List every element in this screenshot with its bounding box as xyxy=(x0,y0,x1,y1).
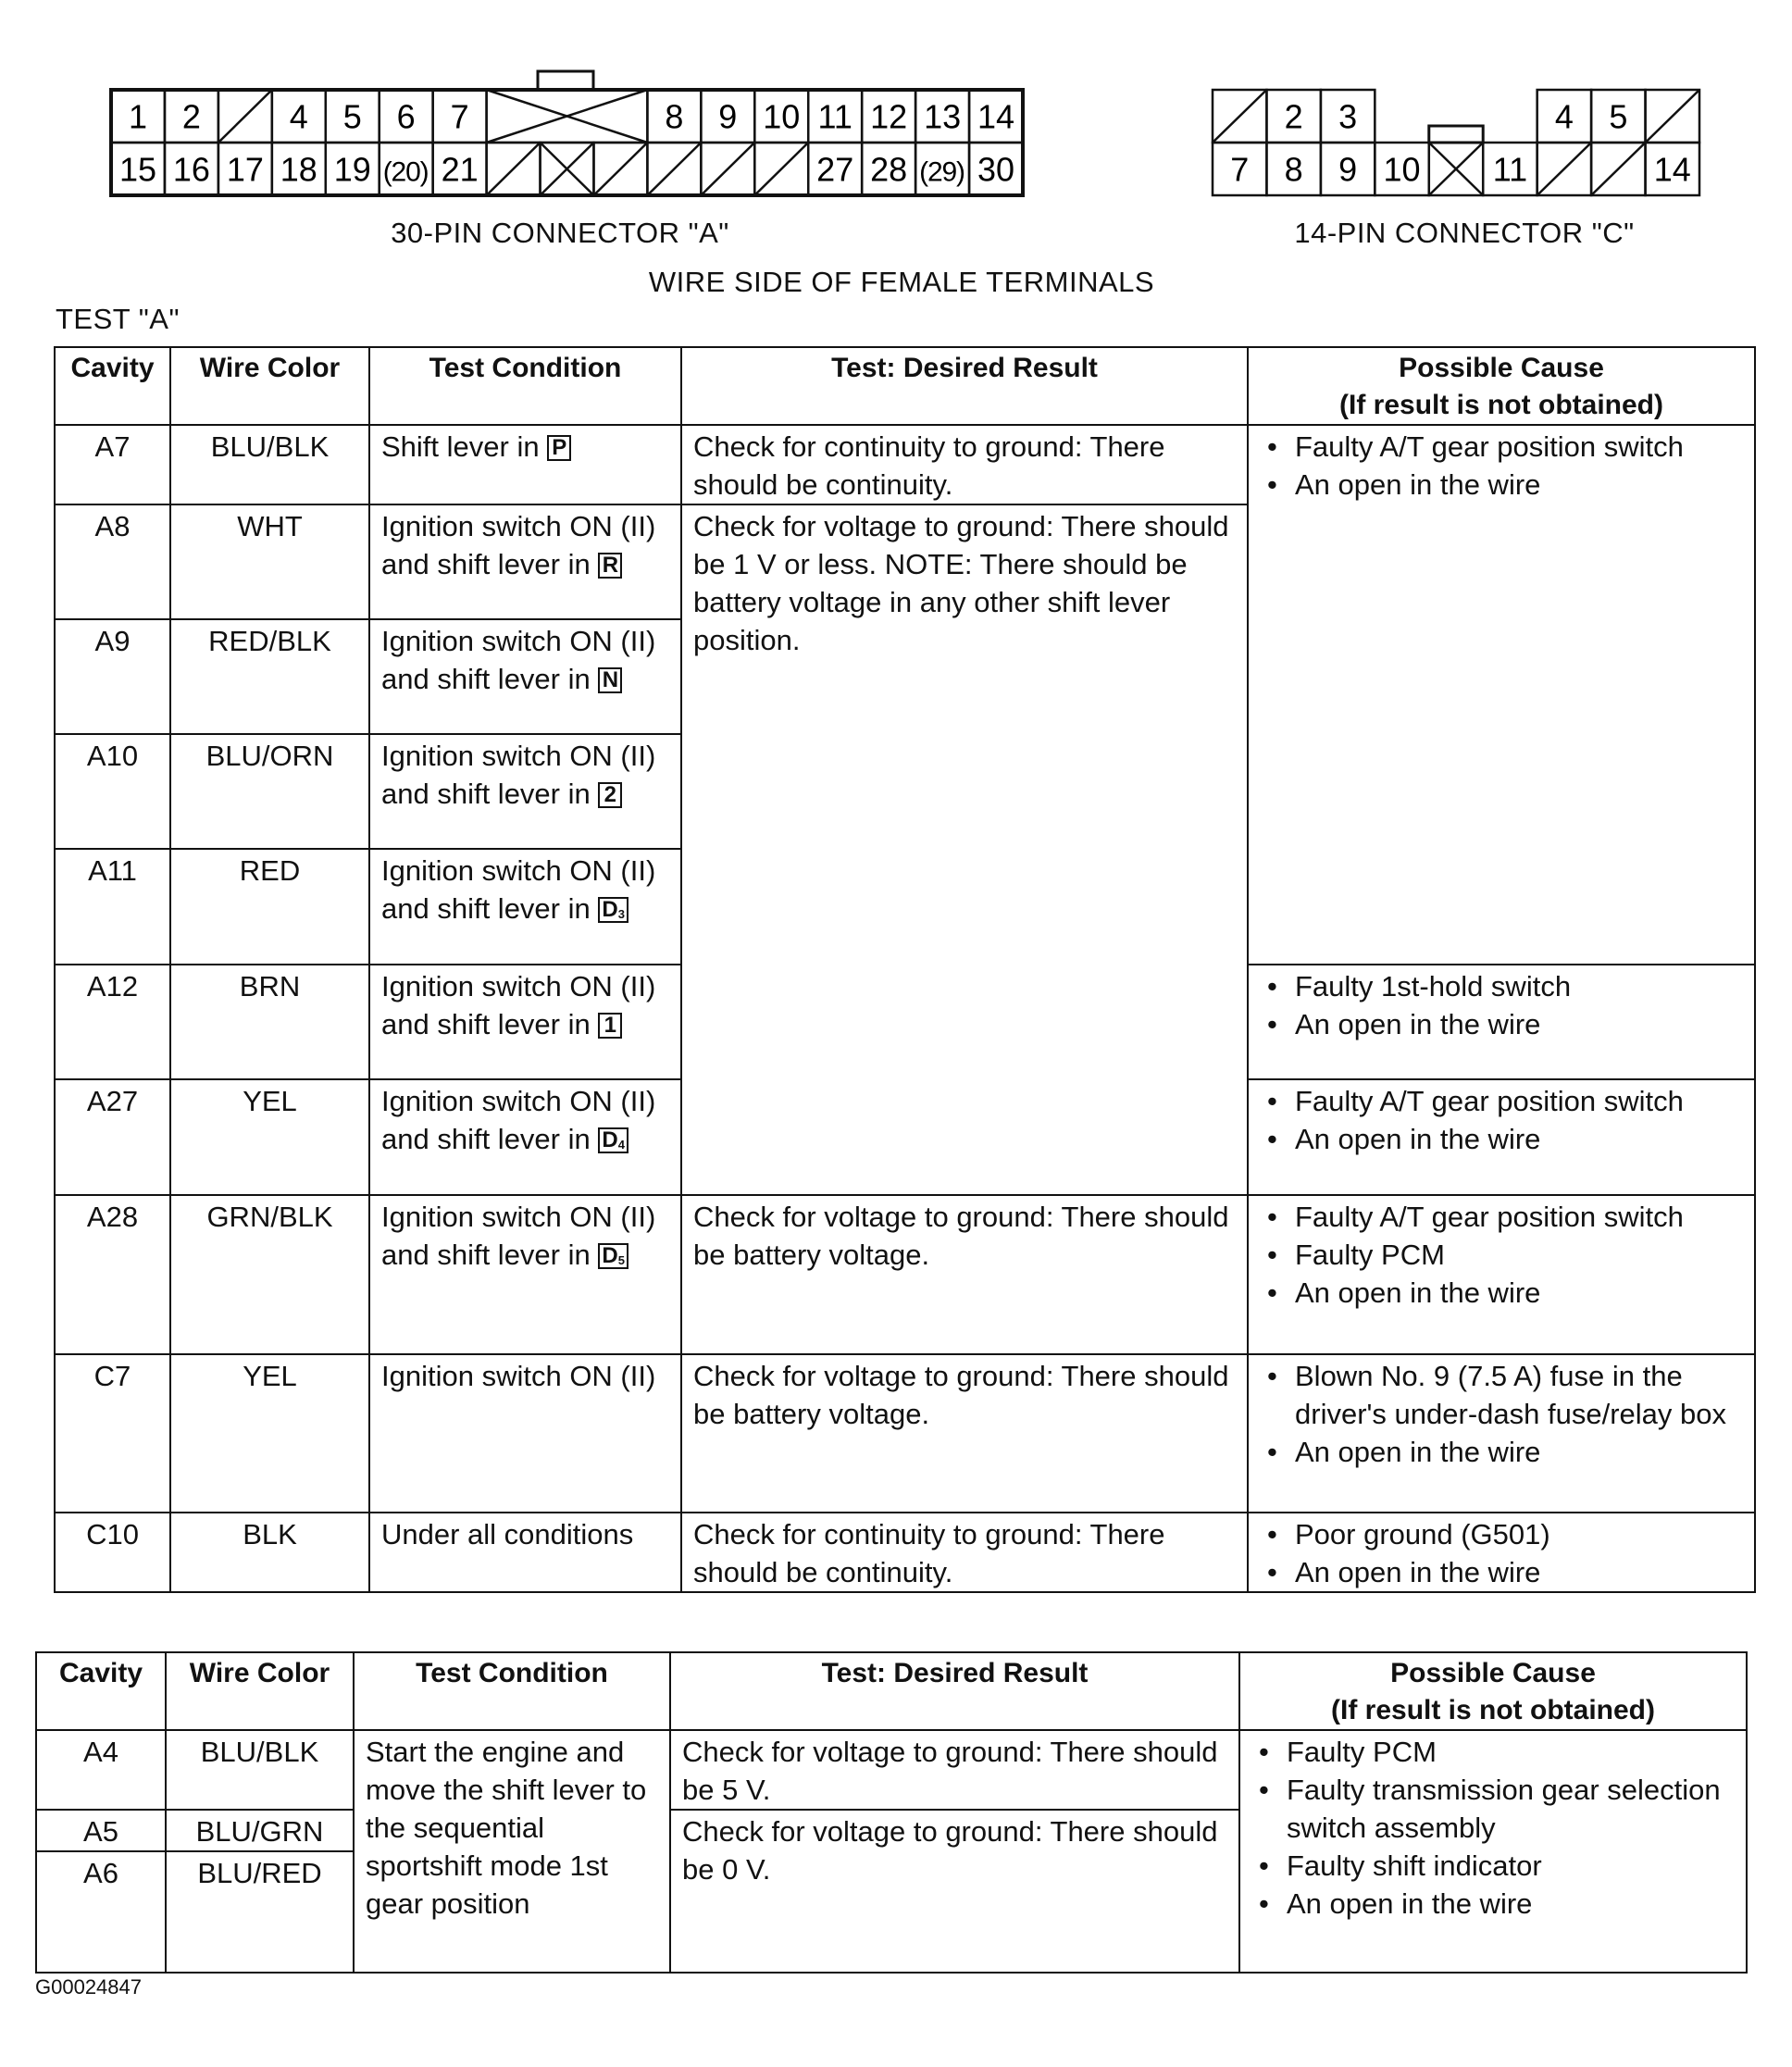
gear-position-icon xyxy=(598,1243,628,1269)
cavity-cell: C7 xyxy=(55,1354,170,1513)
pin-number: 18 xyxy=(280,150,317,189)
pin-number: 5 xyxy=(1609,97,1628,136)
pin-number: 16 xyxy=(172,150,210,189)
cavity-cell: A7 xyxy=(55,425,170,504)
condition-text: Ignition switch ON (II) and shift lever in xyxy=(381,740,656,810)
header-row xyxy=(55,347,1755,425)
gear-position-icon xyxy=(598,897,628,923)
header-desired-result: Test: Desired Result xyxy=(670,1652,1239,1730)
condition-text: Under all conditions xyxy=(381,1518,634,1550)
wire-color-cell: WHT xyxy=(170,504,369,619)
cause-subtitle: (If result is not obtained) xyxy=(1331,1695,1655,1725)
pin-number: (29) xyxy=(919,156,966,188)
blank-pin-slash xyxy=(1591,143,1645,195)
cavity-cell: A9 xyxy=(55,619,170,734)
gear-position-icon xyxy=(598,1127,628,1153)
connector-a-label: 30-PIN CONNECTOR "A" xyxy=(391,217,729,249)
wire-color-cell: YEL xyxy=(170,1354,369,1513)
connector-lock-tab xyxy=(538,71,593,90)
pin-number: 11 xyxy=(1492,150,1528,189)
wire-color-cell: RED xyxy=(170,849,369,965)
possible-cause-cell xyxy=(1248,1079,1755,1195)
blank-pin-slash xyxy=(487,143,541,195)
cause-title: Possible Cause xyxy=(1390,1658,1596,1688)
pin-number: 27 xyxy=(816,150,854,189)
header-wire-color: Wire Color xyxy=(166,1652,354,1730)
pin-number: 3 xyxy=(1338,97,1358,136)
cause-item: • Faulty PCM xyxy=(1295,1236,1743,1274)
test-condition-cell: Start the engine and move the shift lever to the sequential sportshift mode 1st gear position xyxy=(354,1730,670,1973)
condition-text: Ignition switch ON (II) and shift lever in xyxy=(381,625,656,695)
cause-title: Possible Cause xyxy=(1399,353,1604,383)
cause-item: • An open in the wire xyxy=(1295,1433,1743,1471)
cavity-cell: A6 xyxy=(36,1851,166,1973)
pin-number: 4 xyxy=(1554,97,1574,136)
gear-position-icon xyxy=(598,1013,622,1039)
header-possible-cause xyxy=(1248,347,1755,425)
cause-item: • An open in the wire xyxy=(1295,1120,1743,1158)
test-b-table xyxy=(35,1651,1748,1974)
gear-letter: D xyxy=(602,897,618,922)
cause-item: • An open in the wire xyxy=(1287,1885,1735,1923)
blank-pin-slash xyxy=(593,143,647,195)
condition-text: Ignition switch ON (II) and shift lever in xyxy=(381,1201,656,1271)
cause-item: • An open in the wire xyxy=(1295,466,1743,504)
cavity-cell: A10 xyxy=(55,734,170,849)
wire-color-cell: BLU/ORN xyxy=(170,734,369,849)
pin-number: 21 xyxy=(441,150,479,189)
pin-number: 14 xyxy=(1653,150,1691,189)
header-desired-result: Test: Desired Result xyxy=(681,347,1248,425)
cause-item: • Faulty PCM xyxy=(1287,1733,1735,1771)
cavity-cell: A27 xyxy=(55,1079,170,1195)
pin-number: 8 xyxy=(665,97,684,136)
test-condition-cell xyxy=(369,504,681,619)
possible-cause-cell xyxy=(1248,965,1755,1079)
test-a-table xyxy=(54,346,1756,1593)
cavity-cell: A5 xyxy=(36,1810,166,1851)
pin-number: 14 xyxy=(977,97,1015,136)
gear-letter: P xyxy=(552,435,567,460)
gear-letter: 1 xyxy=(604,1013,617,1038)
header-cavity: Cavity xyxy=(55,347,170,425)
gear-number: 5 xyxy=(617,1253,625,1267)
cavity-cell: A8 xyxy=(55,504,170,619)
header-cavity: Cavity xyxy=(36,1652,166,1730)
possible-cause-cell xyxy=(1239,1730,1747,1973)
pin-number: 8 xyxy=(1284,150,1303,189)
header-row xyxy=(36,1652,1747,1730)
cause-item: • Blown No. 9 (7.5 A) fuse in the driver's under-dash fuse/relay box xyxy=(1295,1357,1743,1433)
blank-pin-slash xyxy=(1646,90,1699,143)
pin-number: 10 xyxy=(763,97,801,136)
gear-position-icon xyxy=(598,553,622,579)
test-condition-cell xyxy=(369,619,681,734)
test-condition-cell xyxy=(369,965,681,1079)
desired-result-cell: Check for voltage to ground: There should be battery voltage. xyxy=(681,1354,1248,1513)
possible-cause-cell xyxy=(1248,425,1755,965)
desired-result-cell: Check for continuity to ground: There should be continuity. xyxy=(681,1513,1248,1592)
pin-number: 1 xyxy=(128,97,147,136)
condition-text: Ignition switch ON (II) and shift lever in xyxy=(381,854,656,925)
table-row xyxy=(36,1730,1747,1810)
pin-number: 2 xyxy=(181,97,201,136)
desired-result-cell: Check for voltage to ground: There should be 5 V. xyxy=(670,1730,1239,1810)
pin-number: 2 xyxy=(1284,97,1303,136)
figure-id: G00024847 xyxy=(35,1975,142,1999)
pin-number: 7 xyxy=(450,97,469,136)
wire-color-cell: GRN/BLK xyxy=(170,1195,369,1354)
condition-text: Ignition switch ON (II) and shift lever in xyxy=(381,1085,656,1155)
gear-position-icon xyxy=(598,667,622,693)
desired-result-cell: Check for voltage to ground: There should be battery voltage. xyxy=(681,1195,1248,1354)
gear-number: 4 xyxy=(617,1138,625,1152)
wire-color-cell: BLU/RED xyxy=(166,1851,354,1973)
connector-diagram xyxy=(0,0,1792,222)
connector-lock-tab xyxy=(1429,126,1483,143)
pin-number: 10 xyxy=(1383,150,1421,189)
cause-item: • Faulty shift indicator xyxy=(1287,1847,1735,1885)
wire-color-cell: BLK xyxy=(170,1513,369,1592)
cause-item: • An open in the wire xyxy=(1295,1005,1743,1043)
table-row xyxy=(55,1195,1755,1354)
connector-c-label: 14-PIN CONNECTOR "C" xyxy=(1294,217,1635,249)
table-row xyxy=(55,1354,1755,1513)
gear-position-icon xyxy=(547,435,571,461)
cavity-cell: A4 xyxy=(36,1730,166,1810)
desired-result-cell: Check for continuity to ground: There should be continuity. xyxy=(681,425,1248,504)
subtitle: WIRE SIDE OF FEMALE TERMINALS xyxy=(648,266,1155,298)
gear-letter: N xyxy=(602,667,619,692)
gear-number: 3 xyxy=(617,907,625,921)
pin-number: (20) xyxy=(382,156,429,188)
table-row xyxy=(55,425,1755,504)
test-condition-cell xyxy=(369,1079,681,1195)
header-test-condition: Test Condition xyxy=(354,1652,670,1730)
wire-color-cell: YEL xyxy=(170,1079,369,1195)
cause-item: • Faulty transmission gear selection switch assembly xyxy=(1287,1771,1735,1847)
cause-item: • Faulty A/T gear position switch xyxy=(1295,1198,1743,1236)
pin-number: 6 xyxy=(396,97,416,136)
test-condition-cell xyxy=(369,1354,681,1513)
blank-pin-slash xyxy=(647,143,701,195)
pin-number: 5 xyxy=(342,97,362,136)
gear-letter: D xyxy=(602,1243,618,1268)
test-condition-cell xyxy=(369,1513,681,1592)
wire-color-cell: BLU/BLK xyxy=(170,425,369,504)
desired-result-cell: Check for voltage to ground: There should be 1 V or less. NOTE: There should be battery voltage in any other shift lever position. xyxy=(681,504,1248,1195)
cause-item: • Faulty 1st-hold switch xyxy=(1295,967,1743,1005)
cavity-cell: C10 xyxy=(55,1513,170,1592)
cause-item: • Faulty A/T gear position switch xyxy=(1295,428,1743,466)
gear-letter: D xyxy=(602,1127,618,1152)
header-possible-cause xyxy=(1239,1652,1747,1730)
wire-color-cell: BLU/GRN xyxy=(166,1810,354,1851)
header-test-condition: Test Condition xyxy=(369,347,681,425)
pin-number: 30 xyxy=(977,150,1015,189)
gear-letter: R xyxy=(602,553,619,578)
pin-number: 9 xyxy=(718,97,738,136)
pin-number: 17 xyxy=(226,150,264,189)
condition-text: Ignition switch ON (II) xyxy=(381,1360,656,1392)
blank-pin-slash xyxy=(1213,90,1266,143)
test-condition-cell xyxy=(369,734,681,849)
cause-item: • An open in the wire xyxy=(1295,1553,1743,1591)
test-condition-cell xyxy=(369,849,681,965)
cause-item: • An open in the wire xyxy=(1295,1274,1743,1312)
cavity-cell: A11 xyxy=(55,849,170,965)
possible-cause-cell xyxy=(1248,1195,1755,1354)
cause-subtitle: (If result is not obtained) xyxy=(1339,390,1663,420)
gear-position-icon xyxy=(598,782,622,808)
blank-pin-slash xyxy=(1537,143,1591,195)
pin-number: 9 xyxy=(1338,150,1358,189)
gear-letter: 2 xyxy=(604,782,617,807)
cause-item: • Poor ground (G501) xyxy=(1295,1515,1743,1553)
wire-color-cell: BLU/BLK xyxy=(166,1730,354,1810)
pin-number: 4 xyxy=(289,97,308,136)
pin-number: 11 xyxy=(817,97,852,136)
pin-number: 15 xyxy=(118,150,156,189)
possible-cause-cell xyxy=(1248,1513,1755,1592)
test-condition-cell xyxy=(369,1195,681,1354)
test-condition-cell xyxy=(369,425,681,504)
blank-pin-slash xyxy=(701,143,754,195)
cavity-cell: A12 xyxy=(55,965,170,1079)
wire-color-cell: RED/BLK xyxy=(170,619,369,734)
blank-pin-slash xyxy=(218,90,272,143)
condition-text: Ignition switch ON (II) and shift lever in xyxy=(381,970,656,1040)
pin-number: 7 xyxy=(1230,150,1250,189)
desired-result-cell: Check for voltage to ground: There should be 0 V. xyxy=(670,1810,1239,1973)
test-label: TEST "A" xyxy=(56,303,180,335)
possible-cause-cell xyxy=(1248,1354,1755,1513)
blank-pin-slash xyxy=(754,143,808,195)
pin-number: 13 xyxy=(924,97,962,136)
wire-color-cell: BRN xyxy=(170,965,369,1079)
condition-text: Ignition switch ON (II) and shift lever in xyxy=(381,510,656,580)
pin-number: 19 xyxy=(333,150,371,189)
cause-item: • Faulty A/T gear position switch xyxy=(1295,1082,1743,1120)
condition-text: Shift lever in xyxy=(381,430,540,463)
pin-number: 28 xyxy=(870,150,908,189)
pin-number: 12 xyxy=(870,97,908,136)
header-wire-color: Wire Color xyxy=(170,347,369,425)
cavity-cell: A28 xyxy=(55,1195,170,1354)
table-row xyxy=(55,1513,1755,1592)
